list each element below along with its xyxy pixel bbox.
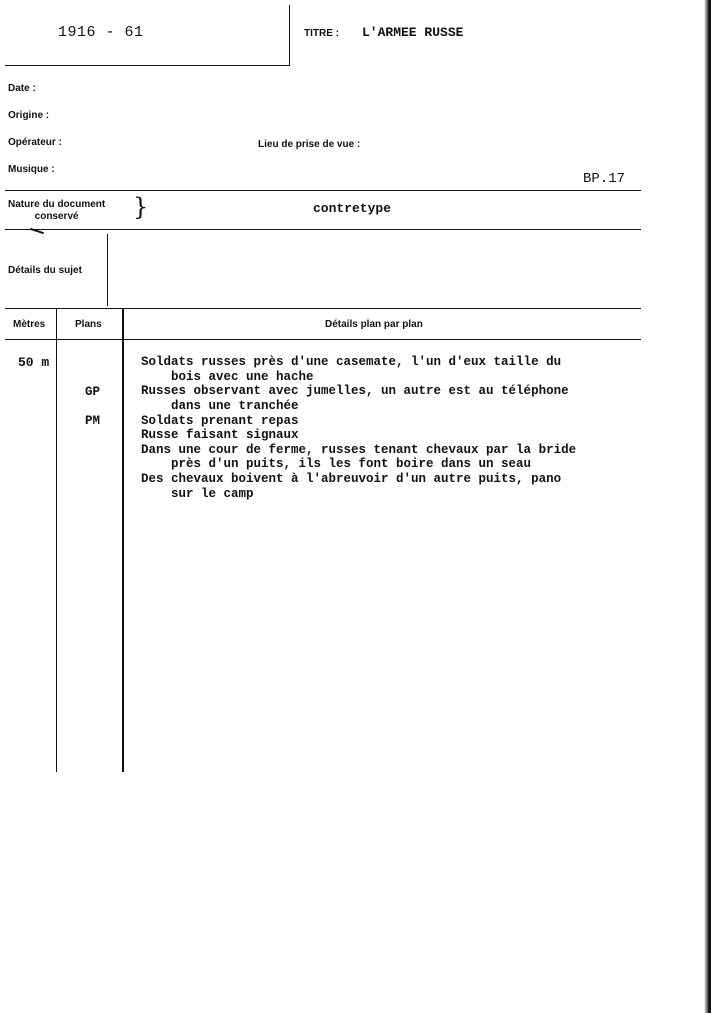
col-plans-header: Plans <box>75 319 102 330</box>
detail-line: Russe faisant signaux <box>141 428 299 442</box>
col-metres-header: Mètres <box>13 319 46 330</box>
header-bottom-rule <box>5 65 290 66</box>
details-label: Détails du sujet <box>8 265 82 276</box>
nature-label-line1: Nature du document <box>8 199 106 210</box>
nature-top-rule <box>5 190 641 191</box>
detail-line: Soldats prenant repas <box>141 414 299 428</box>
date-label: Date : <box>8 83 36 94</box>
detail-line: dans une tranchée <box>141 399 299 413</box>
nature-label <box>8 199 105 223</box>
col-divider-2 <box>122 308 124 772</box>
nature-bottom-rule <box>5 229 641 230</box>
lieu-label: Lieu de prise de vue : <box>258 139 361 150</box>
nature-value: contretype <box>313 201 392 216</box>
details-bottom-rule <box>5 308 641 309</box>
nature-brace: } <box>133 193 149 221</box>
detail-line: Soldats russes près d'une casemate, l'un d'eux taille du <box>141 355 562 369</box>
detail-line: Russes observant avec jumelles, un autre est au téléphone <box>141 384 569 398</box>
col-detail-header: Détails plan par plan <box>325 319 423 330</box>
musique-label: Musique : <box>8 164 55 175</box>
detail-line: Des chevaux boivent à l'abreuvoir d'un autre puits, pano <box>141 472 562 486</box>
metres-value: 50 m <box>18 355 50 370</box>
scan-edge <box>701 0 711 1013</box>
title-label: TITRE : <box>304 28 339 39</box>
detail-line: bois avec une hache <box>141 370 314 384</box>
header-divider <box>289 5 290 65</box>
origine-label: Origine : <box>8 110 50 121</box>
document-code: BP.17 <box>583 171 626 187</box>
plan-gp: GP <box>85 385 101 399</box>
plan-pm: PM <box>85 414 101 428</box>
details-brace-line <box>107 234 108 306</box>
detail-line: Dans une cour de ferme, russes tenant chevaux par la bride <box>141 443 577 457</box>
reference-number: 1916 - 61 <box>58 24 144 41</box>
col-divider-1 <box>56 308 57 772</box>
detail-line: sur le camp <box>141 487 254 501</box>
detail-line: près d'un puits, ils les font boire dans un seau <box>141 457 532 471</box>
title-value: L'ARMEE RUSSE <box>362 25 464 40</box>
operateur-label: Opérateur : <box>8 137 62 148</box>
nature-label-line2: conservé <box>34 211 79 222</box>
table-header-rule <box>5 339 641 340</box>
